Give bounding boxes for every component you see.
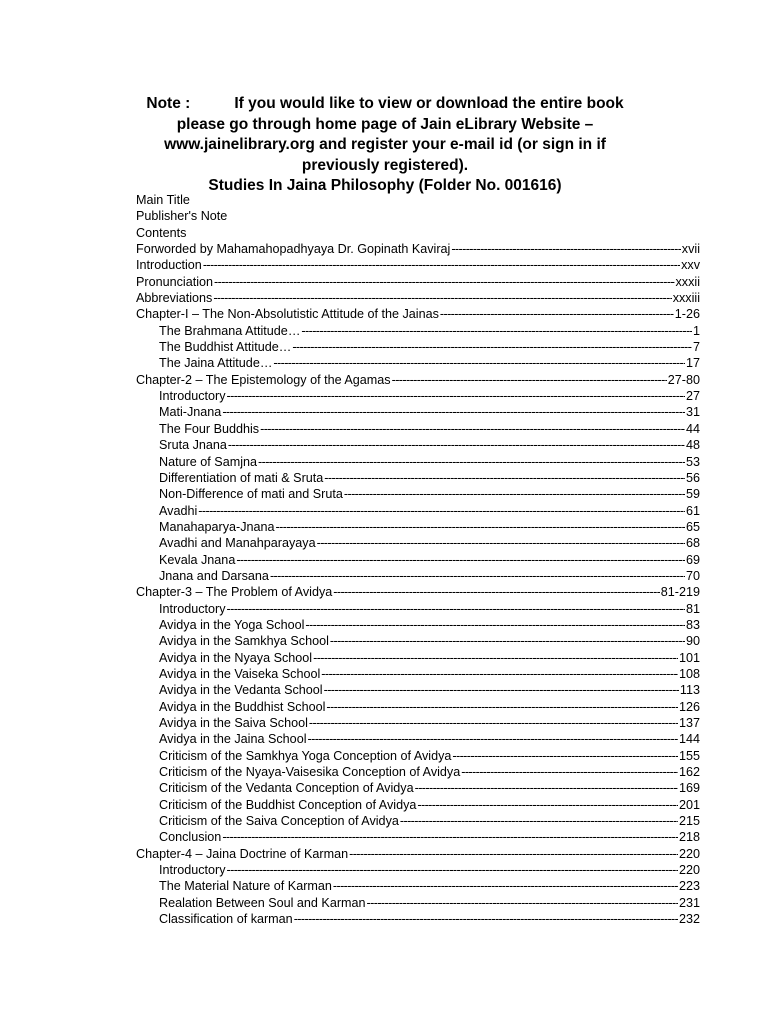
- toc-entry-page: 144: [678, 732, 700, 747]
- front-matter-item: [136, 208, 700, 224]
- toc-entry-page: 155: [678, 748, 700, 763]
- toc-subentry: [136, 388, 700, 404]
- toc-subentry: [136, 813, 700, 829]
- toc-entry-title: Avidya in the Yoga School: [159, 617, 305, 632]
- toc-entry-page: 48: [685, 438, 700, 453]
- toc-entry-page: 44: [685, 421, 700, 436]
- note-text-1: If you would like to view or download the entire book: [234, 95, 624, 112]
- toc-subentry: [136, 519, 700, 535]
- toc-dot-leader: [417, 797, 678, 813]
- toc-dot-leader: [317, 535, 685, 551]
- toc-entry-page: xxv: [681, 258, 700, 273]
- note-line-1: [120, 94, 650, 115]
- toc-subentry: [136, 829, 700, 845]
- toc-dot-leader: [203, 257, 680, 273]
- toc-entry-title: Introductory: [159, 863, 226, 878]
- toc-entry-title: Introduction: [136, 258, 202, 273]
- toc-entry-page: 17: [685, 356, 700, 371]
- toc-dot-leader: [258, 454, 685, 470]
- toc-entry-page: 113: [679, 683, 700, 698]
- toc-subentry: [136, 682, 700, 698]
- toc-entry-title: Differentiation of mati & Sruta: [159, 470, 324, 485]
- toc-subentry: [136, 780, 700, 796]
- toc-subentry: [136, 650, 700, 666]
- table-of-contents: [136, 192, 700, 927]
- toc-subentry: [136, 339, 700, 355]
- toc-dot-leader: [270, 568, 685, 584]
- toc-subentry: [136, 731, 700, 747]
- front-matter-item: [136, 192, 700, 208]
- toc-subentry: [136, 666, 700, 682]
- toc-entry-title: Conclusion: [159, 830, 222, 845]
- toc-entry-title: Avidya in the Jaina School: [159, 732, 307, 747]
- toc-dot-leader: [260, 421, 685, 437]
- toc-entry-title: Kevala Jnana: [159, 552, 236, 567]
- note-label: Note :: [146, 95, 191, 112]
- toc-entry-title: Criticism of the Samkhya Yoga Conception of Avidya: [159, 748, 452, 763]
- toc-subentry: [136, 535, 700, 551]
- toc-entry-page: 7: [692, 340, 700, 355]
- toc-entry-title: Chapter-2 – The Epistemology of the Agamas: [136, 372, 391, 387]
- toc-dot-leader: [349, 846, 678, 862]
- toc-entry-page: 1: [692, 323, 700, 338]
- toc-subentry: [136, 355, 700, 371]
- toc-dot-leader: [308, 731, 678, 747]
- toc-dot-leader: [367, 895, 678, 911]
- toc-dot-leader: [333, 584, 660, 600]
- toc-entry: [136, 372, 700, 388]
- toc-dot-leader: [400, 813, 678, 829]
- toc-entry-title: Jnana and Darsana: [159, 568, 269, 583]
- toc-entry-title: Criticism of the Vedanta Conception of Avidya: [159, 781, 414, 796]
- toc-subentry: [136, 748, 700, 764]
- toc-entry-page: 27: [685, 389, 700, 404]
- toc-subentry: [136, 617, 700, 633]
- toc-entry-title: The Material Nature of Karman: [159, 879, 332, 894]
- toc-dot-leader: [415, 780, 678, 796]
- toc-entry-title: Criticism of the Buddhist Conception of Avidya: [159, 797, 417, 812]
- front-matter-item: [136, 225, 700, 241]
- toc-dot-leader: [461, 764, 678, 780]
- toc-subentry: [136, 699, 700, 715]
- toc-subentry: [136, 911, 700, 927]
- toc-entry: [136, 241, 700, 257]
- toc-entry-page: 201: [678, 797, 700, 812]
- toc-entry-page: 126: [678, 699, 700, 714]
- toc-entry-title: Avidya in the Nyaya School: [159, 650, 313, 665]
- toc-entry-page: 27-80: [667, 372, 700, 387]
- toc-subentry: [136, 437, 700, 453]
- note-line-3: www.jainelibrary.org and register your e-mail id (or sign in if: [164, 136, 606, 153]
- toc-entry-title: Criticism of the Saiva Conception of Avidya: [159, 814, 399, 829]
- toc-dot-leader: [313, 650, 678, 666]
- book-title: Studies In Jaina Philosophy (Folder No. 001616): [208, 177, 562, 194]
- toc-subentry: [136, 715, 700, 731]
- toc-subentry: [136, 633, 700, 649]
- toc-entry: [136, 846, 700, 862]
- toc-entry-page: 59: [685, 487, 700, 502]
- toc-entry-page: 108: [678, 666, 700, 681]
- toc-dot-leader: [392, 372, 667, 388]
- note-line-4: previously registered).: [301, 156, 469, 174]
- toc-dot-leader: [451, 241, 680, 257]
- toc-dot-leader: [330, 633, 685, 649]
- toc-entry: [136, 290, 700, 306]
- toc-entry-title: The Buddhist Attitude…: [159, 340, 292, 355]
- toc-entry-title: Avidya in the Vedanta School: [159, 683, 323, 698]
- toc-dot-leader: [214, 274, 674, 290]
- toc-entry-title: Introductory: [159, 389, 226, 404]
- toc-dot-leader: [294, 911, 678, 927]
- toc-entry-page: 1-26: [674, 307, 700, 322]
- toc-subentry: [136, 862, 700, 878]
- toc-dot-leader: [222, 404, 685, 420]
- toc-subentry: [136, 895, 700, 911]
- toc-entry-title: Avidya in the Buddhist School: [159, 699, 326, 714]
- toc-subentry: [136, 601, 700, 617]
- toc-entry-title: Non-Difference of mati and Sruta: [159, 487, 343, 502]
- toc-entry-page: 223: [678, 879, 700, 894]
- toc-entry-page: 90: [685, 634, 700, 649]
- toc-dot-leader: [326, 699, 678, 715]
- toc-entry-page: 231: [678, 895, 700, 910]
- toc-entry-title: Avidya in the Saiva School: [159, 716, 308, 730]
- toc-entry: [136, 257, 700, 273]
- toc-dot-leader: [222, 829, 678, 845]
- toc-dot-leader: [227, 601, 685, 617]
- toc-entry-title: Avadhi and Manahparayaya: [159, 536, 316, 551]
- toc-entry-title: Criticism of the Nyaya-Vaisesika Conception of Avidya: [159, 765, 461, 780]
- toc-entry-page: 169: [678, 781, 700, 796]
- toc-dot-leader: [227, 388, 685, 404]
- toc-entry-title: Avadhi: [159, 503, 198, 518]
- toc-subentry: [136, 552, 700, 568]
- toc-entry-title: The Jaina Attitude…: [159, 356, 273, 371]
- toc-entry-page: 61: [685, 503, 700, 518]
- toc-dot-leader: [440, 306, 674, 322]
- toc-entry-title: Mati-Jnana: [159, 405, 222, 420]
- toc-entry-page: 56: [685, 470, 700, 485]
- toc-subentry: [136, 404, 700, 420]
- front-matter-title: Contents: [136, 225, 187, 240]
- toc-subentry: [136, 454, 700, 470]
- toc-dot-leader: [276, 519, 685, 535]
- toc-entry-title: The Brahmana Attitude…: [159, 323, 301, 338]
- toc-entry: [136, 274, 700, 290]
- toc-dot-leader: [333, 878, 678, 894]
- toc-dot-leader: [324, 470, 685, 486]
- toc-entry-page: 65: [685, 519, 700, 534]
- toc-entry-title: Classification of karman: [159, 912, 293, 927]
- toc-dot-leader: [452, 748, 678, 764]
- toc-entry-page: 218: [678, 830, 700, 845]
- toc-entry-page: xxxiii: [672, 291, 700, 306]
- toc-entry-page: 215: [678, 814, 700, 829]
- toc-entry-title: The Four Buddhis: [159, 421, 260, 436]
- toc-dot-leader: [198, 503, 685, 519]
- toc-entry-page: 137: [678, 716, 700, 730]
- toc-subentry: [136, 421, 700, 437]
- toc-entry-page: 83: [685, 617, 700, 632]
- toc-entry-title: Abbreviations: [136, 291, 213, 306]
- toc-entry-page: 81: [685, 601, 700, 616]
- toc-entry-title: Manahaparya-Jnana: [159, 519, 275, 534]
- toc-entry-page: 101: [678, 650, 700, 665]
- toc-entry-page: 220: [678, 863, 700, 878]
- toc-dot-leader: [213, 290, 671, 306]
- toc-entry-title: Pronunciation: [136, 274, 214, 289]
- toc-entry: [136, 584, 700, 600]
- toc-subentry: [136, 470, 700, 486]
- toc-subentry: [136, 568, 700, 584]
- toc-subentry: [136, 764, 700, 780]
- toc-entry-page: 53: [685, 454, 700, 469]
- toc-dot-leader: [301, 323, 692, 339]
- toc-dot-leader: [324, 682, 679, 698]
- toc-entry-page: 232: [678, 912, 700, 927]
- download-note: [120, 94, 650, 197]
- toc-dot-leader: [292, 339, 692, 355]
- note-line-2: please go through home page of Jain eLibrary Website –: [176, 115, 594, 133]
- front-matter-title: Publisher's Note: [136, 209, 228, 224]
- toc-entry-page: 81-219: [660, 585, 700, 600]
- toc-subentry: [136, 503, 700, 519]
- toc-entry: [136, 306, 700, 322]
- toc-entry-title: Chapter-4 – Jaina Doctrine of Karman: [136, 846, 349, 861]
- toc-dot-leader: [309, 715, 678, 731]
- toc-entry-page: 68: [685, 536, 700, 551]
- toc-entry-title: Chapter-3 – The Problem of Avidya: [136, 585, 333, 600]
- toc-entry-title: Avidya in the Samkhya School: [159, 634, 329, 649]
- toc-dot-leader: [305, 617, 685, 633]
- toc-subentry: [136, 797, 700, 813]
- toc-entry-title: Realation Between Soul and Karman: [159, 895, 366, 910]
- toc-entry-page: 162: [678, 765, 700, 780]
- toc-entry-page: 220: [678, 846, 700, 861]
- toc-subentry: [136, 486, 700, 502]
- toc-entry-page: 31: [685, 405, 700, 420]
- toc-entry-title: Nature of Samjna: [159, 454, 258, 469]
- toc-dot-leader: [273, 355, 685, 371]
- toc-entry-page: xvii: [681, 242, 700, 257]
- toc-dot-leader: [236, 552, 685, 568]
- front-matter-title: Main Title: [136, 193, 190, 207]
- toc-entry-title: Introductory: [159, 601, 226, 616]
- toc-entry-page: 70: [685, 568, 700, 583]
- toc-entry-title: Sruta Jnana: [159, 438, 227, 453]
- toc-subentry: [136, 878, 700, 894]
- toc-dot-leader: [321, 666, 678, 682]
- toc-entry-page: 69: [685, 552, 700, 567]
- toc-entry-page: xxxii: [675, 274, 700, 289]
- toc-entry-title: Avidya in the Vaiseka School: [159, 666, 321, 681]
- toc-entry-title: Forworded by Mahamahopadhyaya Dr. Gopinath Kaviraj: [136, 242, 451, 257]
- toc-dot-leader: [228, 437, 685, 453]
- toc-dot-leader: [344, 486, 685, 502]
- toc-entry-title: Chapter-I – The Non-Absolutistic Attitude of the Jainas: [136, 307, 439, 322]
- toc-subentry: [136, 323, 700, 339]
- toc-dot-leader: [227, 862, 678, 878]
